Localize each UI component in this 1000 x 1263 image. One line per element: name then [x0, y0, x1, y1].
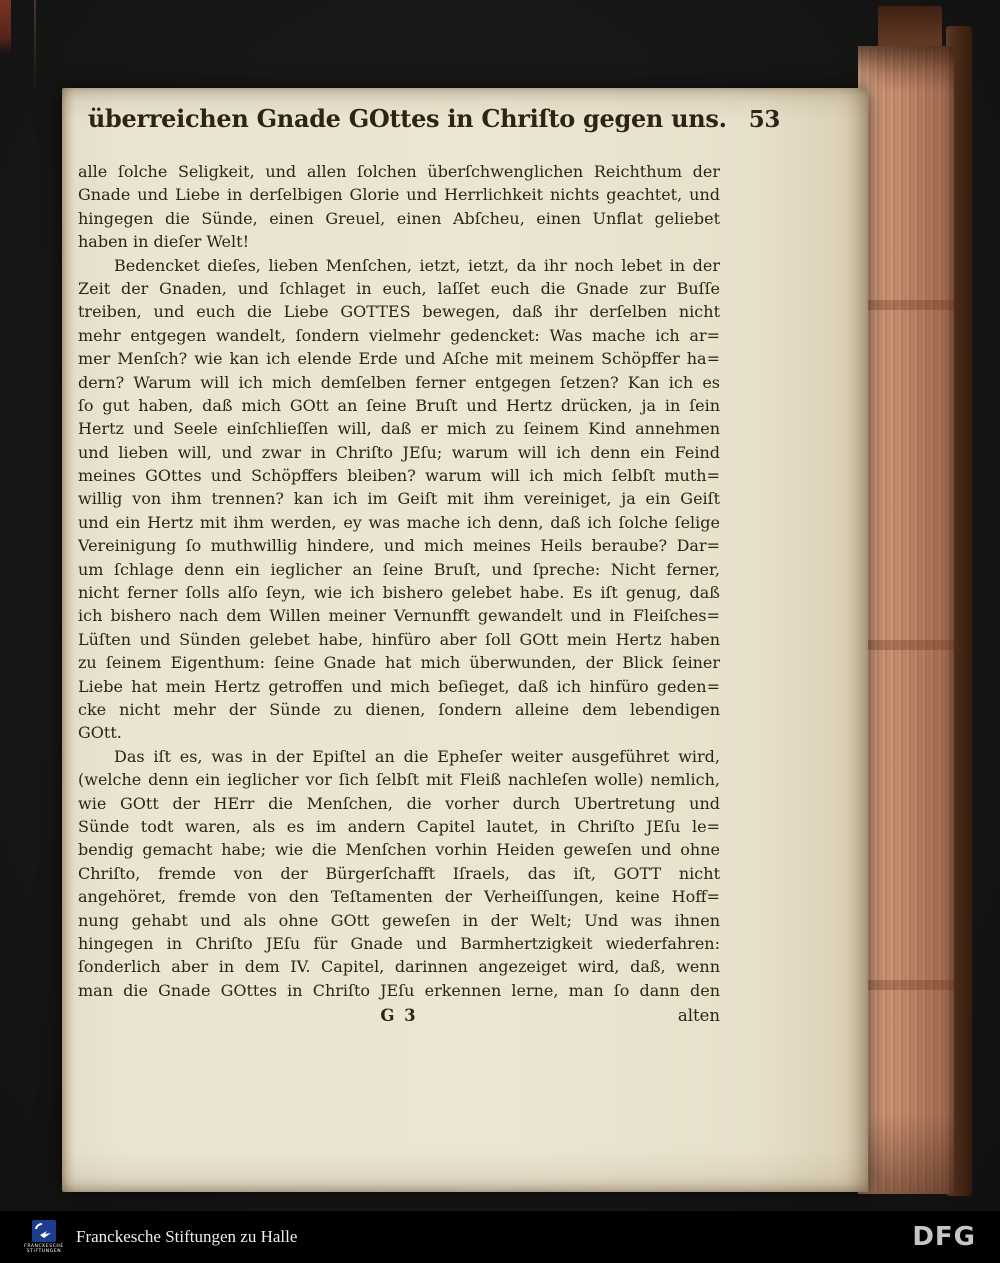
text-line: ſo gut haben, daß mich GOtt an ſeine Bruſt und Hertz drücken, ja in ſein — [78, 395, 720, 415]
text-line: man die Gnade GOttes in Chriſto JEſu erkennen lerne, man ſo dann den — [78, 980, 720, 1000]
text-line: nicht ferner ſolls alſo ſeyn, wie ich bishero gelebet habe. Es iſt genug, daß — [78, 583, 720, 603]
text-line: alle ſolche Seligkeit, und allen ſolchen überſchwenglichen Reichthum der — [78, 162, 720, 181]
fore-edge-band — [858, 300, 954, 310]
scan-artifact-top-left — [0, 0, 11, 54]
fore-edge-band — [858, 640, 954, 650]
catchword: alten — [677, 1006, 720, 1025]
text-line: angehöret, fremde von den Teſtamenten der Verheiſſungen, keine Hoff= — [78, 887, 720, 907]
logo-caption-line1: FRANCKESCHE — [24, 1243, 64, 1249]
franckesche-stiftungen-logo — [24, 1220, 64, 1255]
fore-edge-band — [858, 980, 954, 990]
franckesche-emblem-icon — [32, 1220, 56, 1242]
text-line: hingegen die Sünde, einen Greuel, einen Abſcheu, einen Unflat geliebet — [78, 208, 720, 228]
text-line: Hertz und Seele einſchlieſſen will, daß er mich zu ſeinem Kind annehmen — [78, 419, 720, 439]
body-text-block — [78, 160, 720, 1002]
scan-artifact-line — [34, 0, 36, 96]
page-header — [87, 104, 781, 133]
signature-mark: G 3 — [380, 1006, 418, 1025]
book-fore-edge — [858, 46, 954, 1194]
text-line: um ſchlage denn ein ieglicher an ſeine Bruſt, und ſpreche: Nicht ferner, — [78, 559, 720, 579]
text-line: ſonderlich aber in dem IV. Capitel, darinnen angezeiget wird, daß, wenn — [78, 957, 720, 977]
text-line: willig von ihm trennen? kan ich im Geiſt mit ihm vereiniget, ja ein Geiſt — [78, 489, 720, 509]
text-line: Bedencket dieſes, lieben Menſchen, ietzt, ietzt, da ihr noch lebet in der — [114, 255, 720, 275]
text-line: Vereinigung ſo muthwillig hindere, und mich meines Heils beraube? Dar= — [78, 536, 720, 556]
text-line: ich bishero nach dem Willen meiner Vernunfft gewandelt und in Fleiſches= — [78, 606, 720, 626]
logo-caption-line2: STIFTUNGEN — [26, 1249, 62, 1254]
eagle-sun-icon — [34, 1222, 54, 1240]
text-line: und ein Hertz mit ihm werden, ey was mache ich denn, daß ich ſolche ſelige — [78, 512, 720, 532]
text-line: bendig gemacht habe; wie die Menſchen vorhin Heiden geweſen und ohne — [78, 840, 720, 860]
text-line: hingegen in Chriſto JEſu für Gnade und Barmhertzigkeit wiederfahren: — [78, 933, 720, 953]
text-line: wie GOtt der HErr die Menſchen, die vorher durch Ubertretung und — [78, 793, 720, 813]
logo-caption — [24, 1244, 64, 1255]
text-line: nung gehabt und als ohne GOtt geweſen in der Welt; Und was ihnen — [78, 910, 720, 930]
text-line: meines GOttes und Schöpffers bleiben? warum will ich mich ſelbſt muth= — [78, 466, 720, 486]
text-line: zu ſeinem Eigenthum: ſeine Gnade hat mich überwunden, der Blick ſeiner — [78, 653, 720, 673]
text-line: (welche denn ein ieglicher vor ſich ſelbſt mit Fleiß nachleſen wolle) nemlich, — [78, 770, 720, 790]
text-line: Chriſto, fremde von der Bürgerſchafft Iſraels, das iſt, GOTT nicht — [78, 863, 720, 883]
text-line: und lieben will, und zwar in Chriſto JEſu; warum will ich denn ein Feind — [78, 442, 720, 462]
text-line: treiben, und euch die Liebe GOTTES bewegen, daß ihr derſelben nicht — [78, 302, 720, 322]
institution-name: Franckesche Stiftungen zu Halle — [76, 1227, 298, 1246]
text-line: haben in dieſer Welt! — [78, 232, 249, 252]
running-title: überreichen Gnade GOttes in Chriſto gegen uns. — [87, 104, 727, 133]
book-page-scan — [62, 88, 868, 1192]
text-line: Gnade und Liebe in derſelbigen Glorie und Herrlichkeit nichts geachtet, und — [78, 185, 720, 205]
text-line: Das iſt es, was in der Epiſtel an die Epheſer weiter ausgeführet wird, — [114, 746, 720, 766]
text-line: mer Menſch? wie kan ich elende Erde und Aſche mit meinem Schöpffer ha= — [78, 349, 720, 369]
text-line: Lüſten und Sünden gelebet habe, hinfüro aber ſoll GOtt mein Hertz haben — [78, 629, 720, 649]
text-line: GOtt. — [78, 723, 122, 743]
text-line: dern? Warum will ich mich demſelben ferner entgegen ſetzen? Kan ich es — [78, 372, 720, 392]
text-line: mehr entgegen wandelt, ſondern vielmehr gedencket: Was mache ich ar= — [78, 325, 720, 345]
text-line: Zeit der Gnaden, und ſchlaget in euch, laſſet euch die Gnade zur Buſſe — [78, 278, 720, 298]
page-footer-line — [78, 1006, 720, 1025]
text-line: cke nicht mehr der Sünde zu dienen, ſondern alleine dem lebendigen — [78, 699, 720, 719]
text-line: Sünde todt waren, als es im andern Capitel lautet, in Chriſto JEſu le= — [78, 816, 720, 836]
text-line: Liebe hat mein Hertz getroffen und mich beſieget, daß ich hinfüro geden= — [78, 676, 720, 696]
footer-bar — [0, 1211, 1000, 1263]
dfg-logo: DFG — [912, 1222, 976, 1252]
page-number: 53 — [748, 106, 781, 133]
